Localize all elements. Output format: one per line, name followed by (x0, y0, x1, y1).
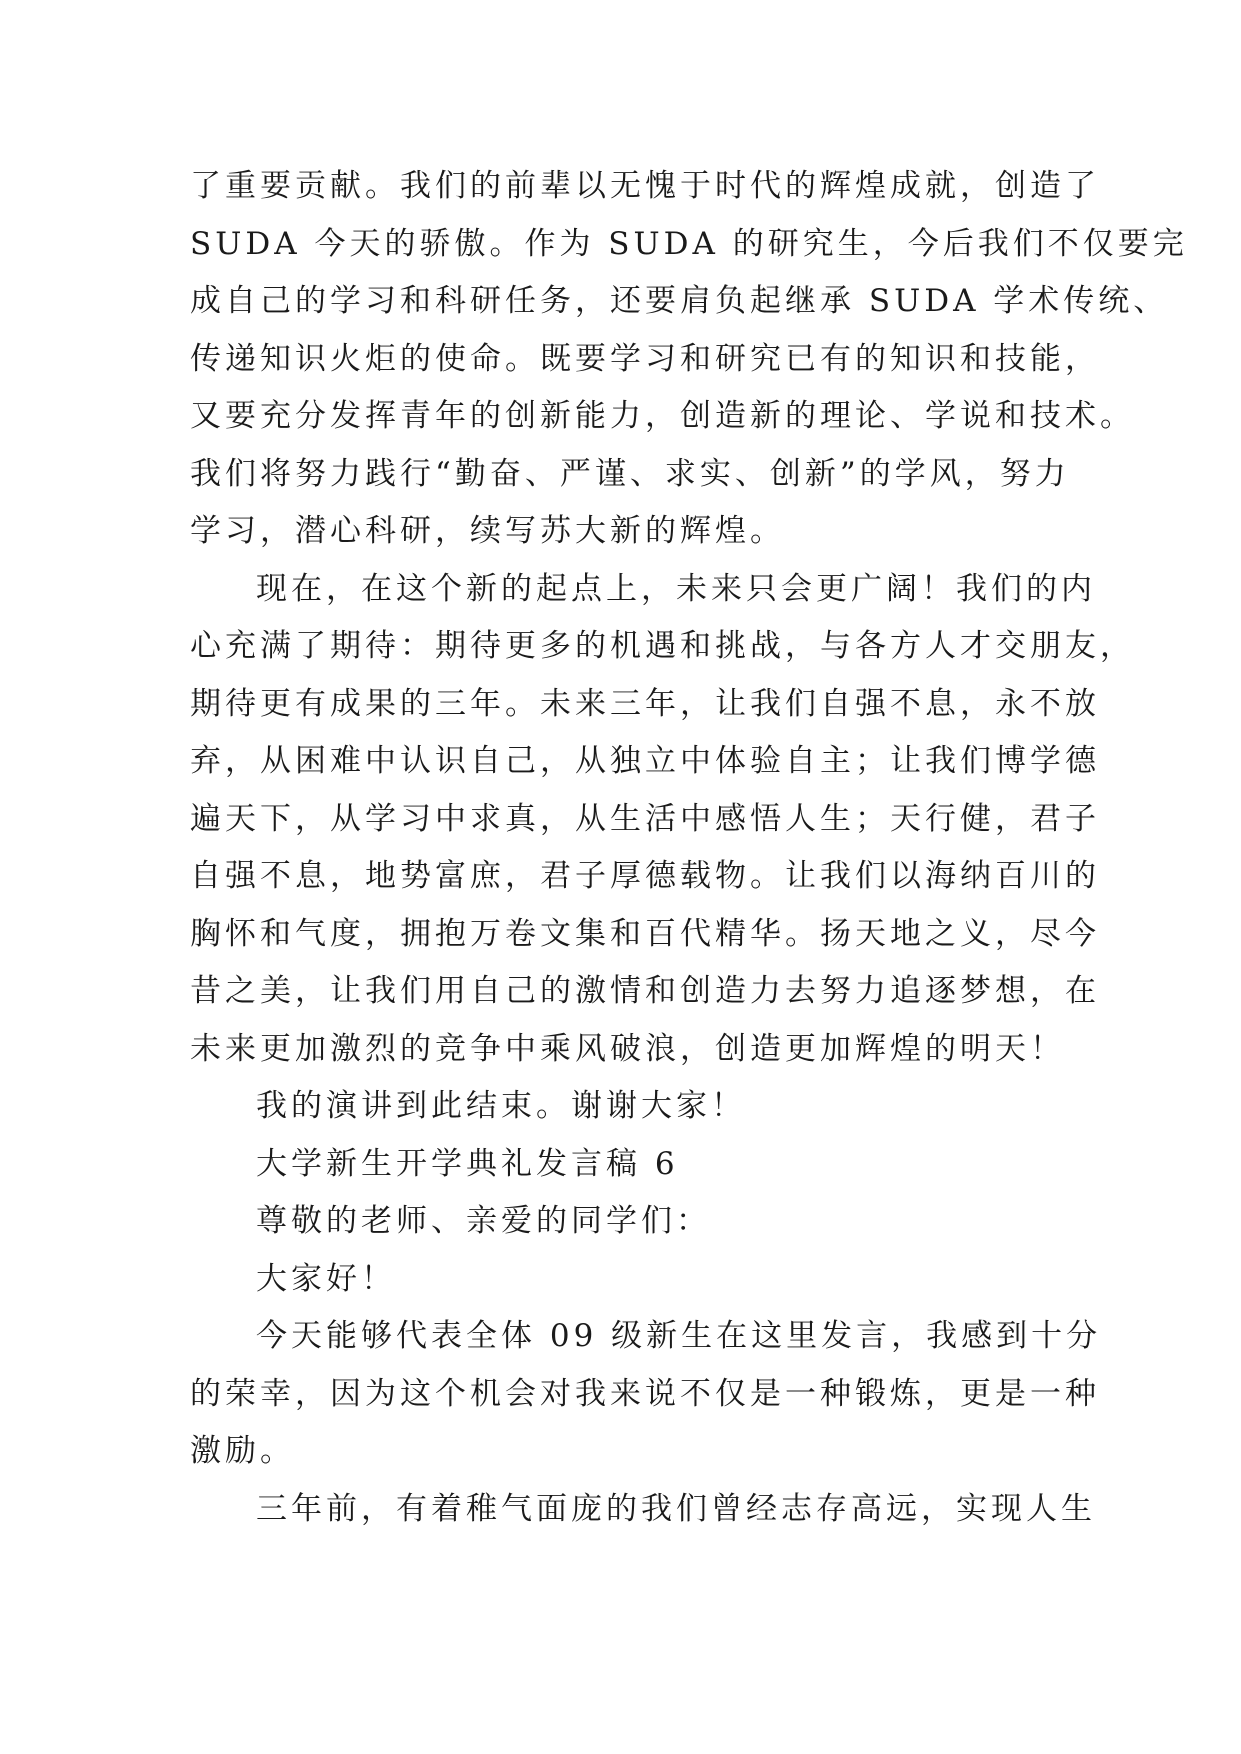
closing-line: 我的演讲到此结束。谢谢大家！ (256, 1088, 746, 1124)
text-line: 心充满了期待：期待更多的机遇和挑战，与各方人才交朋友， (190, 628, 1135, 664)
paragraph-start-line: 三年前，有着稚气面庞的我们曾经志存高远，实现人生 (256, 1490, 1096, 1527)
text-line: 的荣幸，因为这个机会对我来说不仅是一种锻炼，更是一种 (190, 1375, 1100, 1412)
text-line: 传递知识火炬的使命。既要学习和研究已有的知识和技能， (190, 340, 1100, 377)
text-line: 又要充分发挥青年的创新能力，创造新的理论、学说和技术。 (190, 398, 1135, 434)
text-line: 胸怀和气度，拥抱万卷文集和百代精华。扬天地之义，尽今 (190, 915, 1100, 952)
text-line: 成自己的学习和科研任务，还要肩负起继承 SUDA 学术传统、 (190, 283, 1169, 319)
text-line: SUDA 今天的骄傲。作为 SUDA 的研究生，今后我们不仅要完 (190, 225, 1188, 262)
greeting: 大家好！ (256, 1260, 396, 1297)
text-line: 昔之美，让我们用自己的激情和创造力去努力追逐梦想，在 (190, 973, 1100, 1009)
text-line: 学习，潜心科研，续写苏大新的辉煌。 (190, 513, 785, 549)
text-line: 我们将努力践行“勤奋、严谨、求实、创新”的学风，努力 (190, 455, 1070, 492)
document-body (190, 158, 1188, 1538)
text-line: 期待更有成果的三年。未来三年，让我们自强不息，永不放 (190, 685, 1100, 722)
paragraph-start-line: 现在，在这个新的起点上，未来只会更广阔！我们的内 (256, 570, 1096, 607)
paragraph-start-line: 今天能够代表全体 09 级新生在这里发言，我感到十分 (256, 1318, 1102, 1354)
text-line: 激励。 (190, 1433, 295, 1469)
section-title: 大学新生开学典礼发言稿 6 (256, 1145, 679, 1182)
text-line: 未来更加激烈的竞争中乘风破浪，创造更加辉煌的明天！ (190, 1030, 1065, 1067)
text-line: 自强不息，地势富庶，君子厚德载物。让我们以海纳百川的 (190, 858, 1100, 894)
text-line: 遍天下，从学习中求真，从生活中感悟人生；天行健，君子 (190, 800, 1100, 837)
text-line: 了重要贡献。我们的前辈以无愧于时代的辉煌成就，创造了 (190, 168, 1100, 204)
text-line: 弃，从困难中认识自己，从独立中体验自主；让我们博学德 (190, 743, 1100, 779)
salutation: 尊敬的老师、亲爱的同学们： (256, 1203, 711, 1239)
